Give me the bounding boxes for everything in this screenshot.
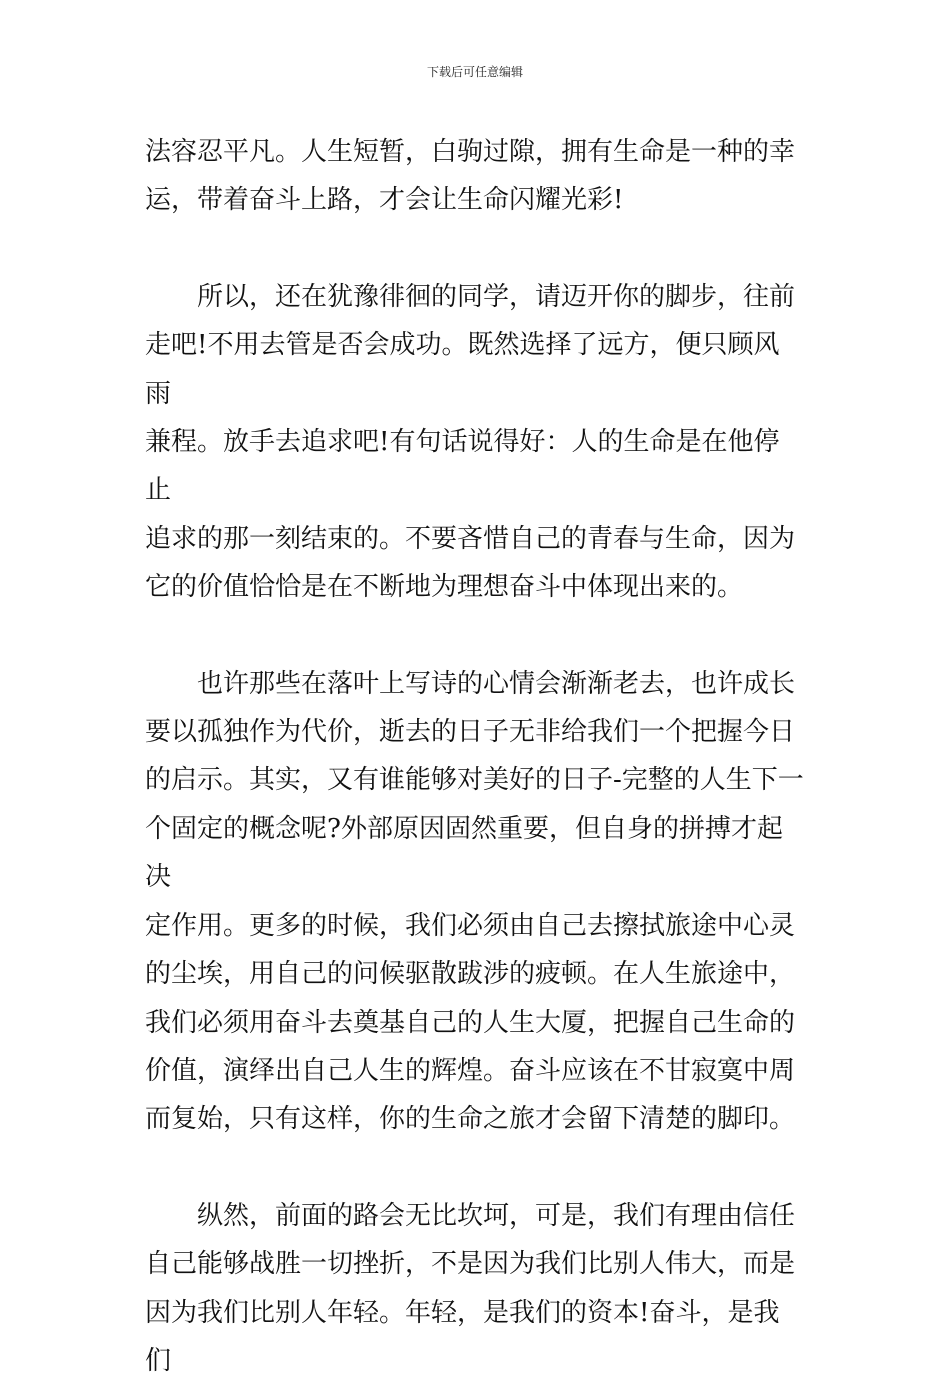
- paragraph-4: 纵然，前面的路会无比坎坷，可是，我们有理由信任 自己能够战胜一切挫折，不是因为我们比别人伟大，而是 因为我们比别人年轻。年轻，是我们的资本!奋斗，是我们: [145, 1200, 796, 1376]
- document-body: [145, 128, 805, 1385]
- paragraph-1: 法容忍平凡。人生短暂，白驹过隙，拥有生命是一种的幸 运，带着奋斗上路，才会让生命闪耀光彩!: [145, 137, 796, 216]
- page-header: 下载后可任意编辑: [426, 65, 523, 79]
- paragraph-3: 也许那些在落叶上写诗的心情会渐渐老去，也许成长 要以孤独作为代价，逝去的日子无非给我们一个把握今日 的启示。其实，又有谁能够对美好的日子-完整的人生下一 个固定的概念呢?外部原因固然重要，但自身的拼搏才起决 定作用。更多的时候，我们必须由自己去擦拭旅途中心灵 的尘埃，用自己的问候驱散跋涉的疲顿。在人生旅途中， 我们必须用奋斗去奠基自己的人生大厦，把握自己生命的 价值，演绎出自己人生的辉煌。奋斗应该在不甘寂寞中周 而复始，只有这样，你的生命之旅才会留下清楚的脚印。: [145, 668, 804, 1135]
- paragraph-2: 所以，还在犹豫徘徊的同学，请迈开你的脚步，往前 走吧!不用去管是否会成功。既然选择了远方，便只顾风雨 兼程。放手去追求吧!有句话说得好：人的生命是在他停止 追求的那一刻结束的。不要吝惜自己的青春与生命，因为 它的价值恰恰是在不断地为理想奋斗中体现出来的。: [145, 281, 796, 603]
